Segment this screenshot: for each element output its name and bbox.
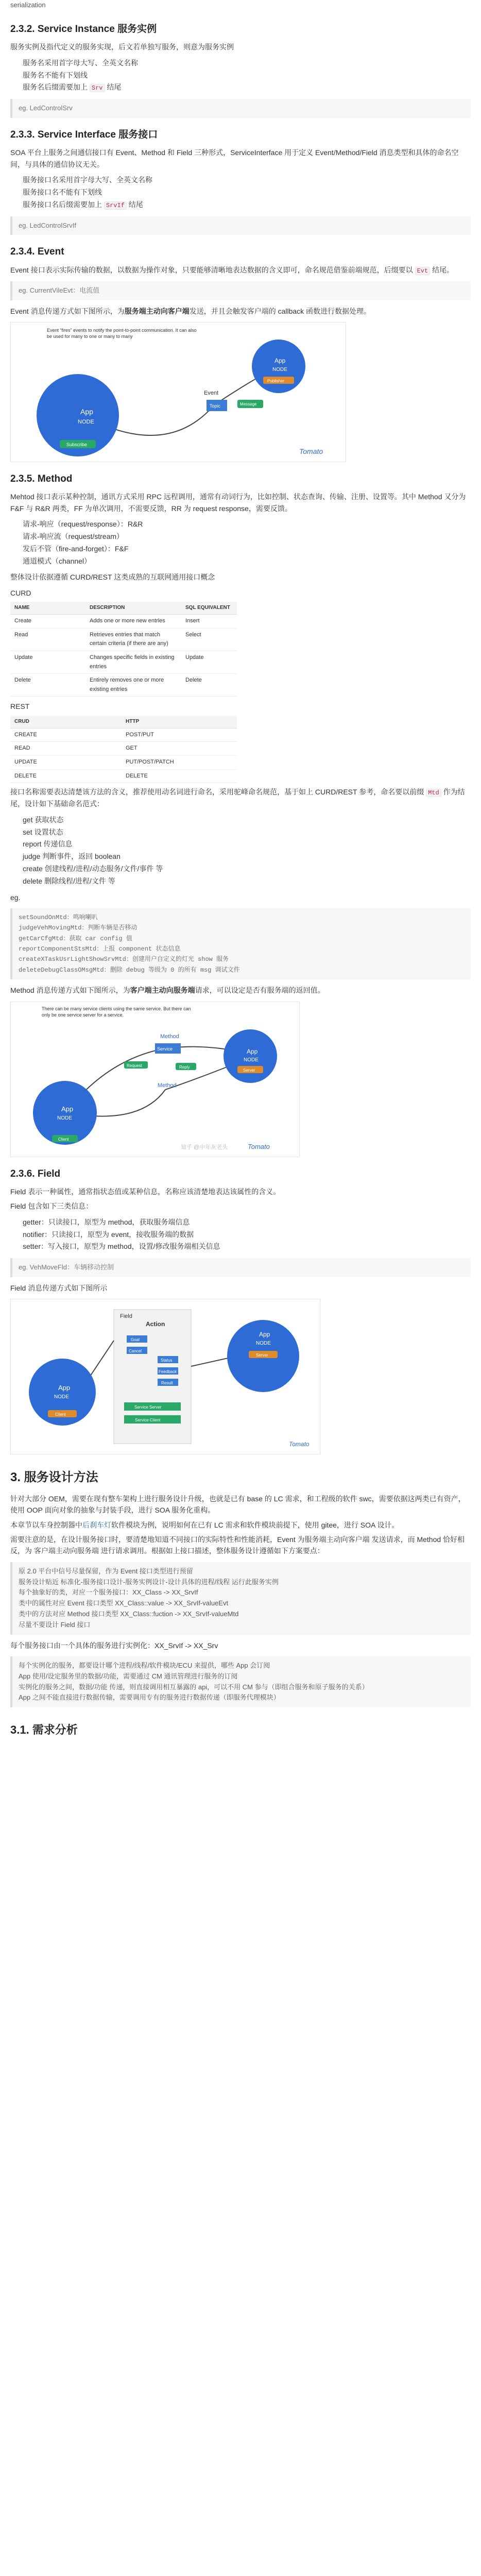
field-diagram [10, 1299, 320, 1454]
verbs-list [10, 814, 471, 888]
s3-p1: 针对大部分 OEM，需要在现有整车架构上进行服务设计升级，也就是已有 base 的 LC 需求，和工程级的软件 swc，需要依据这两类已有资产，使用 OOP 面向对象的抽象与封装手段，进行 SOA 服务化重构。 [10, 1494, 466, 1515]
verb-item: delete 删除线程/进程/文件 等 [23, 876, 115, 885]
table-row: Update Changes specific fields in existing entries Update [10, 651, 237, 674]
top-text: serialization [10, 1, 46, 9]
result-label: Result [161, 1381, 173, 1386]
server-label: Server [243, 1067, 255, 1073]
example-item: getCarCfgMtd：获取 car config 值 [19, 935, 132, 942]
event-diagram-note: Event “fires” events to notify the point-to-point communication. It can also be used for many to one or many to many [47, 328, 197, 339]
table-row: CREATE POST/PUT [10, 728, 237, 742]
example-item: deleteDebugClassOMsgMtd：删除 debug 等级为 0 的所有 msg 调试文件 [19, 966, 240, 974]
s235-intro: Mehtod 接口表示某种控制，通讯方式采用 RPC 远程调用，通常有动词行为，比如控制、状态查询、传输、注册、设置等。其中 Method 又分为 F&F 与 R&R 两类，FF 为单次调用，不需要反馈，RR 为 request response，需要反馈。 [10, 493, 466, 513]
rule-item: 服务名采用首字母大写、全英文名称 [23, 58, 138, 67]
s234-desc: Event 消息传递方式如下图所示，为服务端主动向客户端发送，并且会触发客户端的 callback 函数进行数据处理。 [10, 307, 371, 315]
verb-item: judge 判断事件，返回 boolean [23, 852, 121, 861]
method-diagram-svg [11, 1002, 299, 1157]
impl-item: 每个实例化的服务，都要设计哪个进程/线程/软件模块/ECU 来提供，哪些 App 会订阅 [19, 1661, 270, 1669]
node-right-label: NODE [244, 1057, 259, 1063]
server-label: Server [256, 1353, 268, 1358]
tomato-logo: Tomato [248, 1142, 270, 1150]
section-heading-31: 3.1. 需求分析 [10, 1723, 78, 1737]
kind-item: 请求-响应（request/response）：R&R [23, 520, 143, 529]
app-left-label: App [61, 1105, 74, 1113]
kind-item: 请求-响应流（request/stream） [23, 532, 124, 541]
crud-table [10, 602, 237, 697]
table-row: Delete Entirely removes one or more existing entries Delete [10, 674, 237, 697]
request-label: Request [127, 1063, 142, 1068]
method-examples [10, 908, 471, 979]
s3-steps [10, 1562, 471, 1635]
crud-intro: 整体设计依据遵循 CURD/REST 这类成熟的互联网通用接口概念 [10, 573, 215, 582]
example-item: judgeVehMovingMtd：判断车辆是否移动 [19, 924, 138, 932]
method-top-label: Method [160, 1033, 179, 1040]
chapter-heading-3: 3. 服务设计方法 [10, 1470, 98, 1485]
impl-item: App 使用/设定服务里的数据/功能，需要通过 CM 通讯管理进行服务的订阅 [19, 1672, 238, 1680]
rule-item: 服务接口名不能有下划线 [23, 188, 102, 196]
s236-intro: Field 表示一种属性，通常指状态值或某种信息，名称应该清楚地表达该属性的含义。 [10, 1188, 281, 1196]
app-right-label: App [259, 1331, 270, 1338]
verb-item: set 设置状态 [23, 827, 63, 836]
service-client-label: Service Client [135, 1418, 161, 1423]
s3-p2: 本章节以车身控制器中后刹车灯软件模块为例，说明如何在已有 LC 需求和软件模块前提下，使用 gitee，进行 SOA 设计。 [10, 1520, 399, 1529]
rule-item: 服务接口名后缀需要加上 SrvIf 结尾 [23, 200, 143, 209]
service-server-label: Service Server [134, 1405, 162, 1410]
code-srv: Srv [90, 84, 105, 92]
section-heading-233: 2.3.3. Service Interface 服务接口 [10, 129, 158, 140]
method-diagram [10, 1002, 300, 1157]
example-item: reportComponentStsMtd：上报 component 状态信息 [19, 945, 181, 953]
topic-label: Topic [210, 403, 221, 409]
s232-rules [10, 57, 471, 94]
event-label: Event [204, 390, 219, 397]
publisher-label: Publisher [267, 379, 285, 384]
impl-item: 实例化的服务之间，数据/功能 传递，则直接调用相互暴露的 api，可以不用 CM 参与（即组合服务和原子服务的关系） [19, 1683, 369, 1691]
step-item: 每个抽象好的类，对应一个服务接口：XX_Class -> XX_SrvIf [19, 1588, 198, 1597]
table-header: CRUD [10, 716, 122, 728]
event-diagram-svg [11, 323, 346, 462]
s232-example: eg. LedControlSrv [10, 99, 471, 118]
s236-contains: Field 包含如下三类信息： [10, 1202, 93, 1211]
client-label: Client [58, 1137, 69, 1142]
s233-intro: SOA 平台上服务之间通信接口有 Event、Method 和 Field 三种形式，ServiceInterface 用于定义 Event/Method/Field 消息类型和具体的命名空间，与具体的通信协议无关。 [10, 148, 459, 168]
rule-item: 服务接口名采用首字母大写、全英文名称 [23, 176, 152, 184]
verb-item: report 传递信息 [23, 840, 73, 849]
app-right-label: App [274, 357, 286, 365]
rest-label: REST [10, 702, 30, 711]
s236-example: eg. VehMoveFld：车辆移动控制 [10, 1258, 471, 1277]
eg-label: eg. [10, 893, 21, 902]
tomato-logo: Tomato [289, 1440, 310, 1448]
field-diagram-svg [11, 1299, 320, 1454]
node-right-label: NODE [272, 367, 287, 373]
client-label: Client [55, 1412, 66, 1417]
step-item: 类中的属性对应 Event 接口类型 XX_Class::value -> XX_SrvIf-valueEvt [19, 1599, 229, 1607]
field-item: setter：写入接口，原型为 method，设置/修改服务端相关信息 [23, 1242, 220, 1251]
field-title: Field [120, 1313, 132, 1320]
s3-p3: 需要注意的是，在设计服务接口时，要清楚地知道不同接口的实际特性和性能消耗，Event 为服务端主动向客户端 发送请求，而 Method 恰好相反，为 客户端主动向服务端 进行请求调用。根据如上接口描述，整体服务设计遵循如下方案要点： [10, 1535, 465, 1555]
section-heading-235: 2.3.5. Method [10, 473, 73, 485]
table-row: Read Retrieves entries that match certain criteria (if there are any) Select [10, 628, 237, 651]
s232-intro: 服务实例及指代定义的服务实现，后文若单独写服务，则意为服务实例 [10, 43, 234, 52]
method-diagram-note: There can be many service clients using the same service. But there can only be one service server for a service. [42, 1006, 191, 1018]
step-item: 尽量不要设计 Field 接口 [19, 1620, 91, 1629]
section-heading-236: 2.3.6. Field [10, 1168, 61, 1179]
table-header: HTTP [122, 716, 237, 728]
s236-desc: Field 消息传递方式如下图所示 [10, 1284, 108, 1292]
section-heading-234: 2.3.4. Event [10, 246, 64, 258]
status-label: Status [161, 1358, 173, 1363]
service-label: Service [157, 1046, 173, 1052]
example-item: setSoundOnMtd：鸣响喇叭 [19, 913, 98, 921]
feedback-label: Feedback [159, 1369, 177, 1375]
naming-rule: 接口名称需要表达清楚该方法的含义，推荐使用动名词进行命名，采用驼峰命名规范，基于如上 CURD/REST 参考，命名要以前缀 Mtd 作为结尾，设计如下基础命名范式： [10, 788, 465, 808]
node-left-label: NODE [54, 1394, 69, 1400]
field-items [10, 1216, 471, 1253]
impl-item: App 之间不能直接进行数据传输，需要调用专有的服务进行数据传递（即服务代理模块） [19, 1693, 280, 1702]
s234-intro: Event 接口表示实际传输的数据，以数据为操作对象，只要能够清晰地表达数据的含义即可，命名规范借鉴前端规范，后缀要以 Evt 结尾。 [10, 265, 454, 275]
field-item: getter：只读接口，原型为 method，获取服务端信息 [23, 1217, 190, 1226]
message-label: Message [240, 402, 257, 407]
cancel-label: Cancel [129, 1349, 142, 1354]
s235-kinds [10, 518, 471, 567]
table-header: SQL EQUIVALENT [181, 602, 237, 615]
verb-item: get 获取状态 [23, 815, 64, 824]
s3-p4: 每个服务接口由一个具体的服务进行实例化：XX_SrvIf -> XX_Srv [10, 1641, 218, 1650]
app-node-right [224, 1029, 277, 1083]
code-mtd: Mtd [426, 789, 441, 797]
step-item: 原 2.0 平台中信号尽量保留，作为 Event 接口类型进行预留 [19, 1567, 193, 1575]
table-header: DESCRIPTION [85, 602, 181, 615]
table-row: DELETE DELETE [10, 769, 237, 783]
rule-item: 服务名后缀需要加上 Srv 结尾 [23, 83, 122, 92]
rest-table [10, 716, 237, 783]
table-row: Create Adds one or more new entries Insert [10, 615, 237, 629]
app-left-label: App [58, 1384, 71, 1392]
rule-item: 服务名不能有下划线 [23, 71, 88, 79]
brake-light-link[interactable]: 后刹车灯 [82, 1520, 111, 1529]
crud-label: CURD [10, 588, 31, 597]
tomato-logo: Tomato [299, 447, 323, 456]
s3-impl [10, 1656, 471, 1707]
s235-desc: Method 消息传递方式如下图所示，为客户端主动向服务端请求，可以设定是否有服务端的返回值。 [10, 986, 325, 995]
goal-label: Goal [131, 1337, 140, 1343]
reply-label: Reply [179, 1064, 190, 1070]
table-header: NAME [10, 602, 85, 615]
code-srvif: SrvIf [104, 201, 127, 210]
example-item: createXTaskUsrLightShowSrvMtd：创建用户自定义的灯光 show 服务 [19, 956, 229, 963]
s233-example: eg. LedControlSrvIf [10, 216, 471, 235]
app-node-right [252, 340, 305, 393]
table-row: UPDATE PUT/POST/PATCH [10, 755, 237, 769]
node-left-label: NODE [78, 419, 94, 426]
subscribe-label: Subscribe [66, 442, 88, 448]
kind-item: 发后不管（fire-and-forget）：F&F [23, 544, 129, 553]
method-mid-label: Method [158, 1082, 177, 1089]
action-label: Action [146, 1320, 165, 1328]
verb-item: create 创建线程/进程/动态服务/文件/事件 等 [23, 864, 163, 873]
event-diagram [10, 322, 346, 462]
kind-item: 通道模式（channel） [23, 556, 92, 565]
app-right-label: App [247, 1047, 258, 1055]
step-item: 类中的方法对应 Method 接口类型 XX_Class::fuction -> XX_SrvIf-valueMtd [19, 1609, 239, 1618]
s233-rules [10, 174, 471, 211]
section-heading-232: 2.3.2. Service Instance 服务实例 [10, 24, 157, 35]
watermark: 知乎 @中年灰老头 [181, 1144, 228, 1150]
code-evt: Evt [415, 267, 431, 275]
field-item: notifier：只读接口，原型为 event，接收服务端的数据 [23, 1230, 194, 1239]
node-left-label: NODE [57, 1115, 72, 1121]
node-right-label: NODE [256, 1341, 271, 1347]
s234-example: eg. CurrentVileEvt：电流值 [10, 281, 471, 300]
table-row: READ GET [10, 742, 237, 756]
app-left-label: App [80, 408, 93, 416]
step-item: 服务设计贴近 标准化-服务接口设计-服务实例设计-设计具体的进程/线程 运行此服务实例 [19, 1578, 279, 1586]
